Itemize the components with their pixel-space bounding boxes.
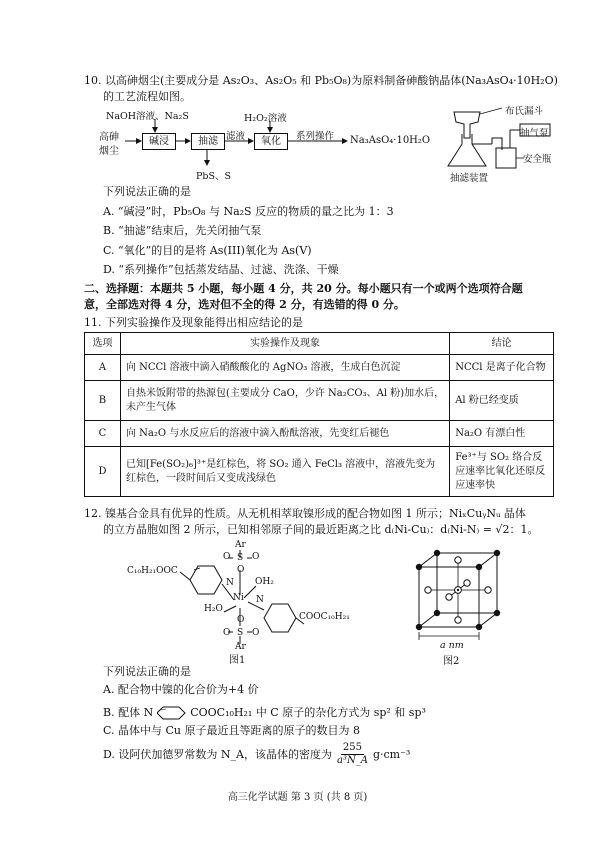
fig1-s-top: S bbox=[237, 553, 244, 563]
fig1-ar-bottom: Ar bbox=[235, 642, 246, 652]
q10-option-d: D. “系列操作”包括蒸发结晶、过滤、洗涤、干燥 bbox=[103, 263, 339, 276]
table-row bbox=[85, 421, 554, 447]
row-operation: 向 NCCl 溶液中滴入硝酸酸化的 AgNO₃ 溶液，生成白色沉淀 bbox=[120, 355, 449, 381]
density-unit: g·cm⁻³ bbox=[372, 747, 411, 761]
fraction-denominator: a³N_A bbox=[337, 754, 368, 766]
fig1-o-top-right: O bbox=[252, 552, 260, 562]
fraction-numerator: 255 bbox=[342, 741, 363, 753]
option-b-prefix: B. 配体 N bbox=[103, 706, 154, 719]
q12-question: 下列说法正确的是 bbox=[103, 665, 191, 678]
flow-step-filter: 抽滤 bbox=[191, 133, 225, 150]
fig2-dimension-label: a nm bbox=[440, 640, 464, 651]
flow-residue: PbS、S bbox=[196, 171, 231, 182]
fig1-n-right: N bbox=[256, 595, 264, 605]
option-d-prefix: D. 设阿伏加德罗常数为 N_A，该晶体的密度为 bbox=[103, 748, 332, 761]
row-operation: 向 Na₂O 与水反应后的溶液中滴入酚酞溶液，先变红后褪色 bbox=[120, 421, 449, 447]
section2-line-1: 二、选择题：本题共 5 小题，每小题 4 分，共 20 分。每小题只有一个或两个选项符合题 bbox=[84, 282, 523, 295]
flow-step-alkali-leach: 碱浸 bbox=[142, 133, 176, 150]
row-option: A bbox=[85, 355, 121, 381]
header-conclusion: 结论 bbox=[450, 333, 554, 355]
fig1-o-bottom-left: O bbox=[223, 628, 231, 638]
flow-raw-2: 烟尘 bbox=[99, 146, 119, 157]
apparatus-caption: 抽滤装置 bbox=[450, 173, 489, 184]
header-option: 选项 bbox=[85, 333, 121, 355]
apparatus-funnel-label: 布氏漏斗 bbox=[505, 106, 544, 117]
row-conclusion: NCCl 是离子化合物 bbox=[450, 355, 554, 381]
fig2-caption: 图2 bbox=[443, 656, 460, 667]
section2-line-2: 意，全部选对得 4 分，选对但不全的得 2 分，有选错的得 0 分。 bbox=[84, 298, 405, 311]
q12-stem-line-1: 12. 镍基合金具有优异的性质。从无机相萃取镍形成的配合物如图 1 所示；NiₓCuᵧNᵤ 晶体 bbox=[84, 507, 526, 520]
unit-cell-drawing bbox=[405, 543, 515, 648]
q12-stem-line-2: 的立方晶胞如图 2 所示，已知相邻原子间的最近距离之比 d₍Ni-Cu₎：d₍Ni-N₎ = √2：1。 bbox=[103, 523, 539, 536]
fig1-ar-top: Ar bbox=[235, 540, 246, 550]
fig1-ester-right: COOC₁₀H₂₁ bbox=[299, 612, 350, 622]
row-option: C bbox=[85, 421, 121, 447]
option-b-group: COOC₁₀H₂₁ bbox=[190, 706, 253, 719]
flow-arrows bbox=[95, 105, 355, 175]
flow-raw-1: 高砷 bbox=[99, 132, 119, 143]
q10-question: 下列说法正确的是 bbox=[103, 185, 191, 198]
table-row bbox=[85, 447, 554, 497]
row-conclusion: Na₂O 有漂白性 bbox=[450, 421, 554, 447]
fig1-oh2: OH₂ bbox=[255, 577, 274, 587]
flow-reagent-2: H₂O₂溶液 bbox=[244, 113, 287, 124]
fig1-h2o: H₂O bbox=[204, 604, 223, 614]
header-operation: 实验操作及现象 bbox=[120, 333, 449, 355]
density-fraction bbox=[335, 742, 370, 767]
option-b-suffix: 中 C 原子的杂化方式为 sp² 和 sp³ bbox=[255, 706, 426, 719]
apparatus-bottle-label: 安全瓶 bbox=[523, 154, 552, 165]
row-conclusion: Al 粉已经变质 bbox=[450, 381, 554, 421]
flow-series-label: 系列操作 bbox=[296, 131, 335, 142]
flow-reagent-1: NaOH溶液、Na₂S bbox=[106, 111, 189, 122]
q10-option-c: C. “氧化”的目的是将 As(III)氧化为 As(Ⅴ) bbox=[103, 244, 312, 257]
page-footer: 高三化学试题 第 3 页 (共 8 页) bbox=[227, 792, 368, 803]
q11-table bbox=[84, 332, 554, 497]
fig1-n-left: N bbox=[226, 578, 234, 588]
fig1-s-bottom: S bbox=[237, 628, 244, 638]
fig1-ester-left: C₁₀H₂₁OOC bbox=[127, 566, 178, 576]
row-option: B bbox=[85, 381, 121, 421]
row-conclusion: Fe³⁺与 SO₂ 络合反应速率比氧化还原反应速率快 bbox=[450, 447, 554, 497]
q12-option-b bbox=[103, 705, 426, 721]
q12-option-d bbox=[103, 738, 410, 770]
q10-stem-line-2: 的工艺流程如图。 bbox=[103, 90, 191, 103]
fig1-o-bottom-bridge: O bbox=[237, 615, 245, 625]
table-row bbox=[85, 381, 554, 421]
row-operation: 自热米饭附带的热源包(主要成分 CaO，少许 Na₂CO₃、Al 粉)加水后，未产生气体 bbox=[120, 381, 449, 421]
row-option: D bbox=[85, 447, 121, 497]
pyridine-ring-icon bbox=[157, 705, 187, 721]
flow-product: Na₃AsO₄·10H₂O bbox=[350, 135, 431, 146]
fig1-o-bottom-right: O bbox=[252, 628, 260, 638]
flow-step-oxidize: 氧化 bbox=[254, 133, 288, 150]
q10-option-a: A. “碱浸”时，Pb₅O₈ 与 Na₂S 反应的物质的量之比为 1：3 bbox=[103, 205, 394, 218]
q10-option-b: B. “抽滤”结束后，先关闭抽气泵 bbox=[103, 224, 262, 237]
q12-option-c: C. 晶体中与 Cu 原子最近且等距离的原子的数目为 8 bbox=[103, 724, 361, 737]
apparatus-pump-label: 抽气泵 bbox=[520, 128, 549, 139]
fig1-ni: Ni bbox=[233, 593, 244, 603]
q10-stem-line-1: 10. 以高砷烟尘(主要成分是 As₂O₃、As₂O₅ 和 Pb₅O₈)为原料制备砷酸钠晶体(Na₃AsO₄·10H₂O) bbox=[84, 74, 558, 87]
flow-filtrate-label: 滤液 bbox=[226, 131, 246, 142]
fig1-caption: 图1 bbox=[229, 655, 246, 666]
table-header-row bbox=[85, 333, 554, 355]
fig1-o-top-left: O bbox=[223, 552, 231, 562]
q11-stem: 11. 下列实验操作及现象能得出相应结论的是 bbox=[84, 316, 303, 329]
fig1-o-top-bridge: O bbox=[237, 565, 245, 575]
row-operation: 已知[Fe(SO₂)₆]³⁺是红棕色，将 SO₂ 通入 FeCl₃ 溶液中，溶液先变为红棕色，一段时间后又变成浅绿色 bbox=[120, 447, 449, 497]
table-row bbox=[85, 355, 554, 381]
q12-option-a: A. 配合物中镍的化合价为+4 价 bbox=[103, 683, 259, 696]
